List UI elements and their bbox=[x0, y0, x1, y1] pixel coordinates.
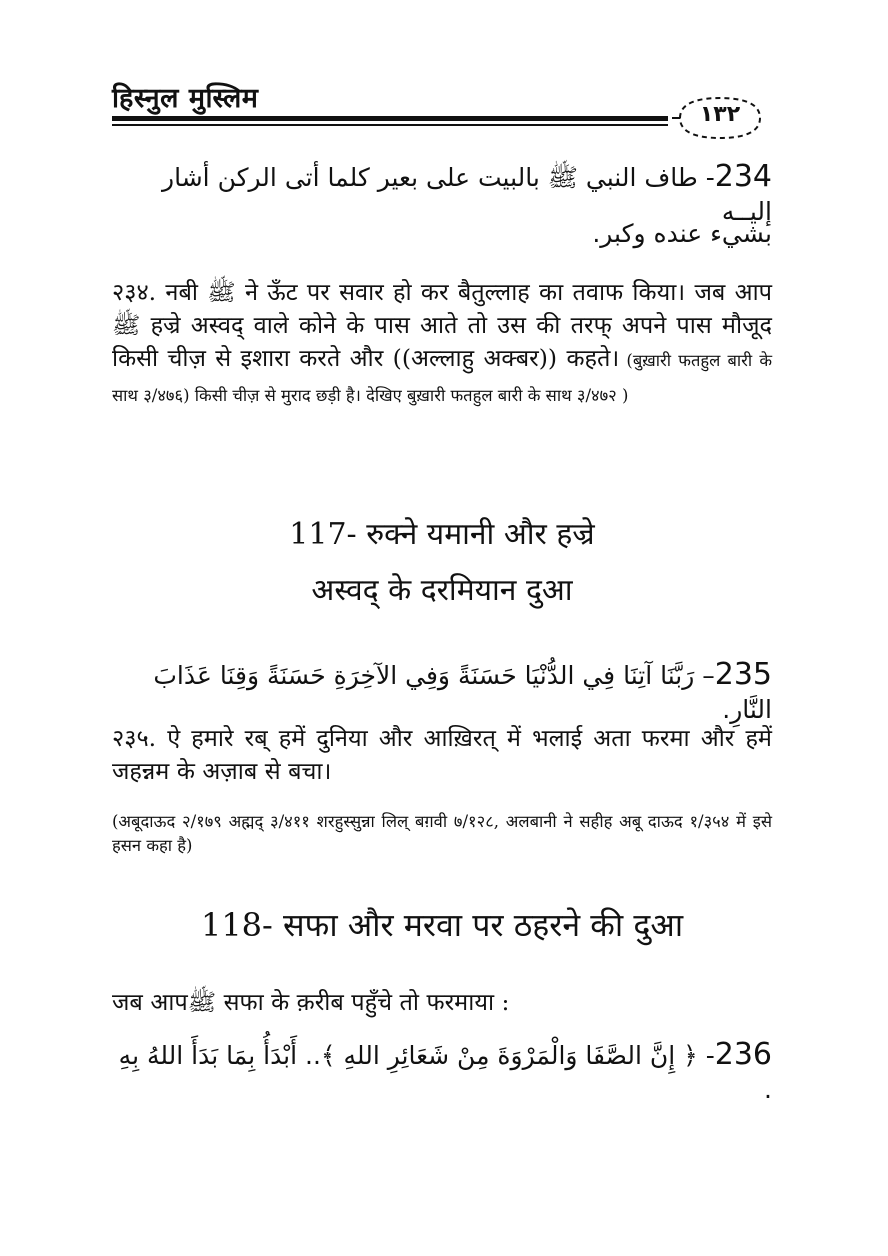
hadith-234-translation bbox=[112, 276, 772, 412]
hadith-235-arabic-text: – رَبَّنَا آتِنَا فِي الدُّنْيَا حَسَنَةً وَفِي الآخِرَةِ حَسَنَةً وَقِنَا عَذَابَ النَّارِ. bbox=[153, 661, 772, 724]
hadith-235-hindi: २३५. ऐ हमारे रब् हमें दुनिया और आख़िरत् में भलाई अता फरमा और हमें जहन्नम के अज़ाब से बचा। bbox=[112, 724, 772, 785]
hadith-235-reference: (अबूदाऊद २/१७९ अह्मद् ३/४११ शरहुस्सुन्ना लिल् बग़वी ७/१२८, अलबानी ने सहीह अबू दाऊद १/३५४ में इसे हसन कहा है) bbox=[112, 812, 772, 855]
section-118-intro: जब आपﷺ सफा के क़रीब पहुँचे तो फरमाया : bbox=[112, 988, 510, 1016]
hadith-235-arabic bbox=[112, 656, 772, 725]
header-rule-thin bbox=[112, 124, 668, 126]
book-title: हिस्नुल मुस्लिम bbox=[112, 83, 259, 114]
page-header bbox=[112, 78, 772, 148]
hadith-234-number: 234 bbox=[714, 159, 772, 194]
hadith-234-arabic-line1: - طاف النبي ﷺ بالبيت على بعير كلما أتى الركن أشار إليــه bbox=[162, 163, 772, 226]
section-118-title: 118- सफा और मरवा पर ठहरने की दुआ bbox=[200, 906, 684, 944]
section-117-title-line2: अस्वद् के दरमियान दुआ bbox=[311, 573, 573, 608]
hadith-234-reference: (बुख़ारी फतहुल बारी के साथ ३/४७६) किसी चीज़ से मुराद छड़ी है। देखिए बुख़ारी फतहुल बारी के साथ ३/४७२ ) bbox=[112, 351, 772, 405]
page-number-badge bbox=[670, 94, 770, 142]
hadith-235-number: 235 bbox=[714, 657, 772, 692]
header-rule-thick bbox=[112, 116, 668, 121]
page-number: ١٣٢ bbox=[699, 102, 741, 127]
hadith-236-number: 236 bbox=[714, 1037, 772, 1072]
hadith-236-arabic-text: - ﴿ إِنَّ الصَّفَا وَالْمَرْوَةَ مِنْ شَعَائِرِ اللهِ ﴾.. أَبْدَأُ بِمَا بَدَأَ اللهُ بِهِ . bbox=[118, 1041, 772, 1104]
hadith-234-arabic bbox=[112, 158, 772, 227]
hadith-234-hindi: २३४. नबी ﷺ ने ऊँट पर सवार हो कर बैतुल्लाह का तवाफ किया। जब आप ﷺ हज्रे अस्वद् वाले कोने के पास आते तो उस की तरफ् अपने पास मौजूद किसी चीज़ से इशारा करते और ((अल्लाहु अक्बर)) कहते। bbox=[112, 278, 772, 372]
hadith-236-arabic bbox=[112, 1036, 772, 1105]
section-117-title-line1: 117- रुक्ने यमानी और हज्रे bbox=[289, 517, 595, 552]
hadith-234-arabic-line2: بشيء عنده وكبر. bbox=[592, 219, 772, 248]
